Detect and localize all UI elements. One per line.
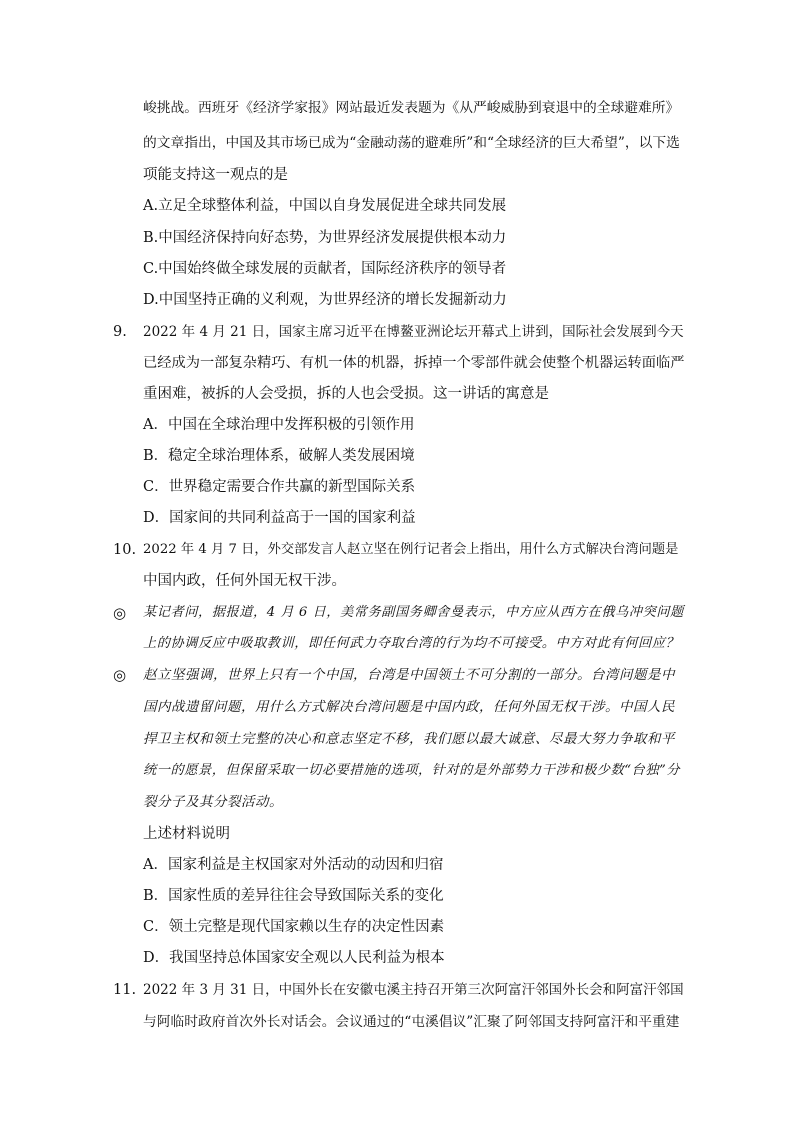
q10-quote-question-line-1: 某记者问，据报道，4 月 6 日，美常务副国务卿舍曼表示，中方应从西方在俄乌冲突问题 xyxy=(143,605,684,620)
q10-quote-answer-line-3: 捍卫主权和领土完整的决心和意志坚定不移，我们愿以最大诚意、尽最大努力争取和平 xyxy=(143,731,675,747)
q10-quote-answer-line-4: 统一的愿景，但保留采取一切必要措施的选项，针对的是外部势力干涉和极少数“台独”分 xyxy=(143,763,681,778)
q9-option-a: A．中国在全球治理中发挥积极的引领作用 xyxy=(143,417,415,433)
q9-number: 9. xyxy=(113,324,127,340)
q10-text-line-2: 中国内政，任何外国无权干涉。 xyxy=(143,573,346,589)
q10-quote-question-line-2: 上的协调反应中吸取教训，即任何武力夺取台湾的行为均不可接受。中方对此有何回应？ xyxy=(143,636,680,651)
q11-text-line-2: 与阿临时政府首次外长对话会。会议通过的“屯溪倡议”汇聚了阿邻国支持阿富汗和平重建 xyxy=(143,1014,680,1030)
q10-option-c: C．领土完整是现代国家赖以生存的决定性因素 xyxy=(143,919,445,935)
q10-text-line-1: 2022 年 4 月 7 日，外交部发言人赵立坚在例行记者会上指出，用什么方式解决台湾问题是 xyxy=(143,542,679,557)
bullet-circle-icon: ◎ xyxy=(113,666,127,684)
q9-option-b: B．稳定全球治理体系，破解人类发展困境 xyxy=(143,448,415,464)
q10-option-a: A．国家利益是主权国家对外活动的动因和归宿 xyxy=(143,857,444,873)
q8-text-line-3: 项能支持这一观点的是 xyxy=(143,167,288,183)
q9-text-line-1: 2022 年 4 月 21 日，国家主席习近平在博鳌亚洲论坛开幕式上讲到，国际社会发展到今天 xyxy=(143,324,684,340)
q10-option-b: B．国家性质的差异往往会导致国际关系的变化 xyxy=(143,888,444,904)
q9-text-line-2: 已经成为一部复杂精巧、有机一体的机器，拆掉一个零部件就会使整个机器运转面临严 xyxy=(143,355,685,371)
q8-option-d: D.中国坚持正确的义利观，为世界经济的增长发掘新动力 xyxy=(143,292,507,308)
q10-quote-answer-line-1: 赵立坚强调，世界上只有一个中国，台湾是中国领土不可分割的一部分。台湾问题是中 xyxy=(143,667,675,683)
q10-number: 10. xyxy=(113,542,137,558)
q10-option-d: D．我国坚持总体国家安全观以人民利益为根本 xyxy=(143,950,445,966)
q10-stem: 上述材料说明 xyxy=(143,826,230,842)
q8-text-line-2: 的文章指出，中国及其市场已成为“金融动荡的避难所”和“全球经济的巨大希望”，以下选 xyxy=(143,135,680,151)
q9-text-line-3: 重困难，被拆的人会受损，拆的人也会受损。这一讲话的寓意是 xyxy=(143,386,549,402)
q10-quote-answer-line-2: 国内战遗留问题，用什么方式解决台湾问题是中国内政，任何外国无权干涉。中国人民 xyxy=(143,699,675,715)
bullet-circle-icon: ◎ xyxy=(113,604,127,622)
q8-option-b: B.中国经济保持向好态势，为世界经济发展提供根本动力 xyxy=(143,230,507,246)
q10-quote-answer-line-5: 裂分子及其分裂活动。 xyxy=(143,794,283,810)
q9-option-c: C．世界稳定需要合作共赢的新型国际关系 xyxy=(143,479,416,495)
q9-option-d: D．国家间的共同利益高于一国的国家利益 xyxy=(143,510,416,526)
q8-option-a: A.立足全球整体利益，中国以自身发展促进全球共同发展 xyxy=(143,198,507,214)
q11-number: 11. xyxy=(113,982,137,998)
q8-option-c: C.中国始终做全球发展的贡献者，国际经济秩序的领导者 xyxy=(143,261,507,277)
q11-text-line-1: 2022 年 3 月 31 日，中国外长在安徽屯溪主持召开第三次阿富汗邻国外长会和阿富汗邻国 xyxy=(143,982,684,998)
q8-text-line-1: 峻挑战。西班牙《经济学家报》网站最近发表题为《从严峻威胁到衰退中的全球避难所》 xyxy=(143,100,680,116)
